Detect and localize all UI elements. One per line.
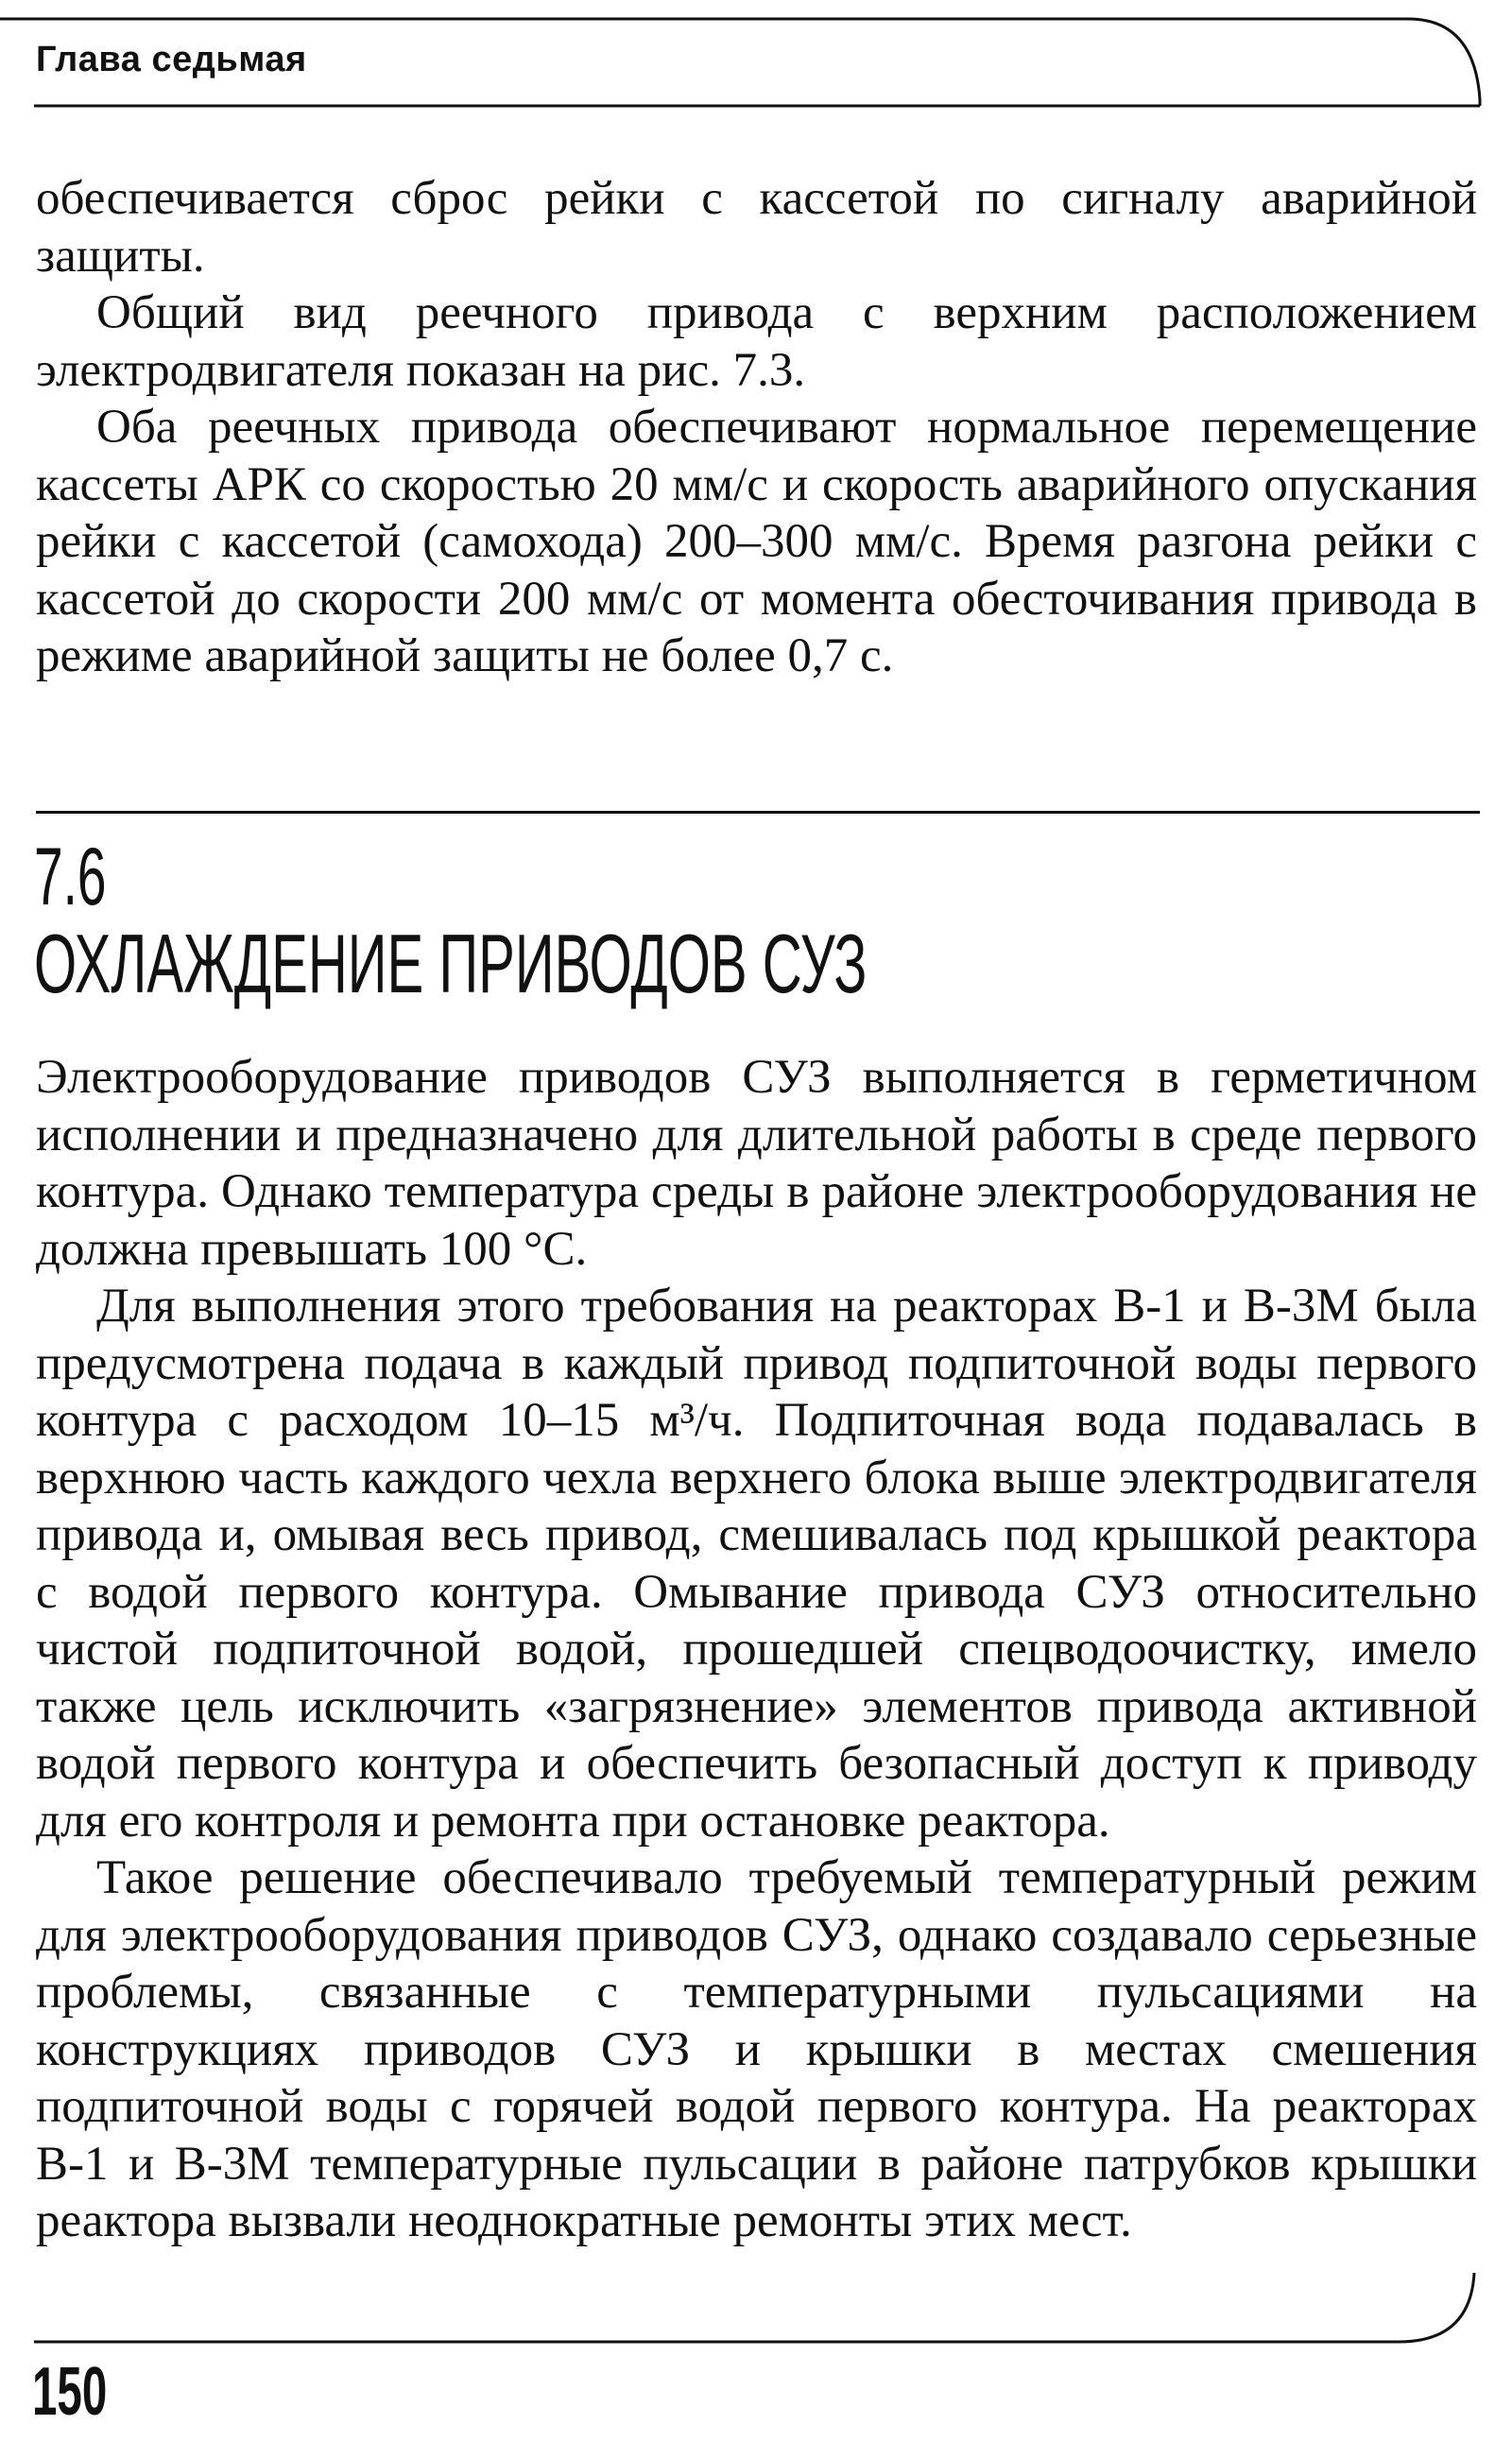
text-block-section-body — [36, 1049, 1477, 2250]
paragraph: Для выполнения этого требования на реакторах В-1 и В-3М была предусмотрена подача в каждый привод подпиточной воды первого контура с расходом 10–15 м³/ч. Подпиточная вода подавалась в верхнюю часть каждого чехла верхнего блока выше электродвигателя привода и, омывая весь привод, смешивалась под крышкой реактора с водой первого контура. Омывание привода СУЗ относительно чистой подпиточной водой, прошедшей спецводоочистку, имело также цель исключить «загрязнение» элементов привода активной водой первого контура и обеспечить безопасный доступ к приводу для его контроля и ремонта при остановке реактора. — [36, 1280, 1477, 1848]
section-divider — [36, 811, 1480, 814]
text-block-before-section — [36, 170, 1477, 685]
paragraph: Оба реечных привода обеспечивают нормальное перемещение кассеты АРК со скоростью 20 мм/с и скорость аварийного опускания рейки с кассетой (самохода) 200–300 мм/с. Время разгона рейки с кассетой до скорости 200 мм/с от момента обесточивания привода в режиме аварийной защиты не более 0,7 с. — [36, 401, 1477, 682]
paragraph: Общий вид реечного привода с верхним расположением электродвигателя показан на рис. 7.3. — [36, 286, 1477, 397]
paragraph: Такое решение обеспечивало требуемый температурный режим для электрооборудования приводов СУЗ, однако создавало серьезные проблемы, связанные с температурными пульсациями на конструкциях приводов СУЗ и крышки в местах смешения подпиточной воды с горячей водой первого контура. На реакторах В-1 и В-3М температурные пульсации в районе патрубков крышки реактора вызвали неоднократные ремонты этих мест. — [36, 1851, 1477, 2247]
section-number: 7.6 — [34, 832, 107, 922]
running-header-title: Глава седьмая — [36, 40, 307, 79]
section-title: ОХЛАЖДЕНИЕ ПРИВОДОВ СУЗ — [34, 917, 868, 1010]
paragraph: Электрооборудование приводов СУЗ выполняется в герметичном исполнении и предназначено для длительной работы в среде первого контура. Однако температура среды в районе электрооборудования не должна превышать 100 °C. — [36, 1051, 1477, 1276]
page-number: 150 — [32, 2354, 108, 2430]
paragraph-continuation: обеспечивается сброс рейки с кассетой по сигналу аварийной защиты. — [36, 172, 1477, 283]
